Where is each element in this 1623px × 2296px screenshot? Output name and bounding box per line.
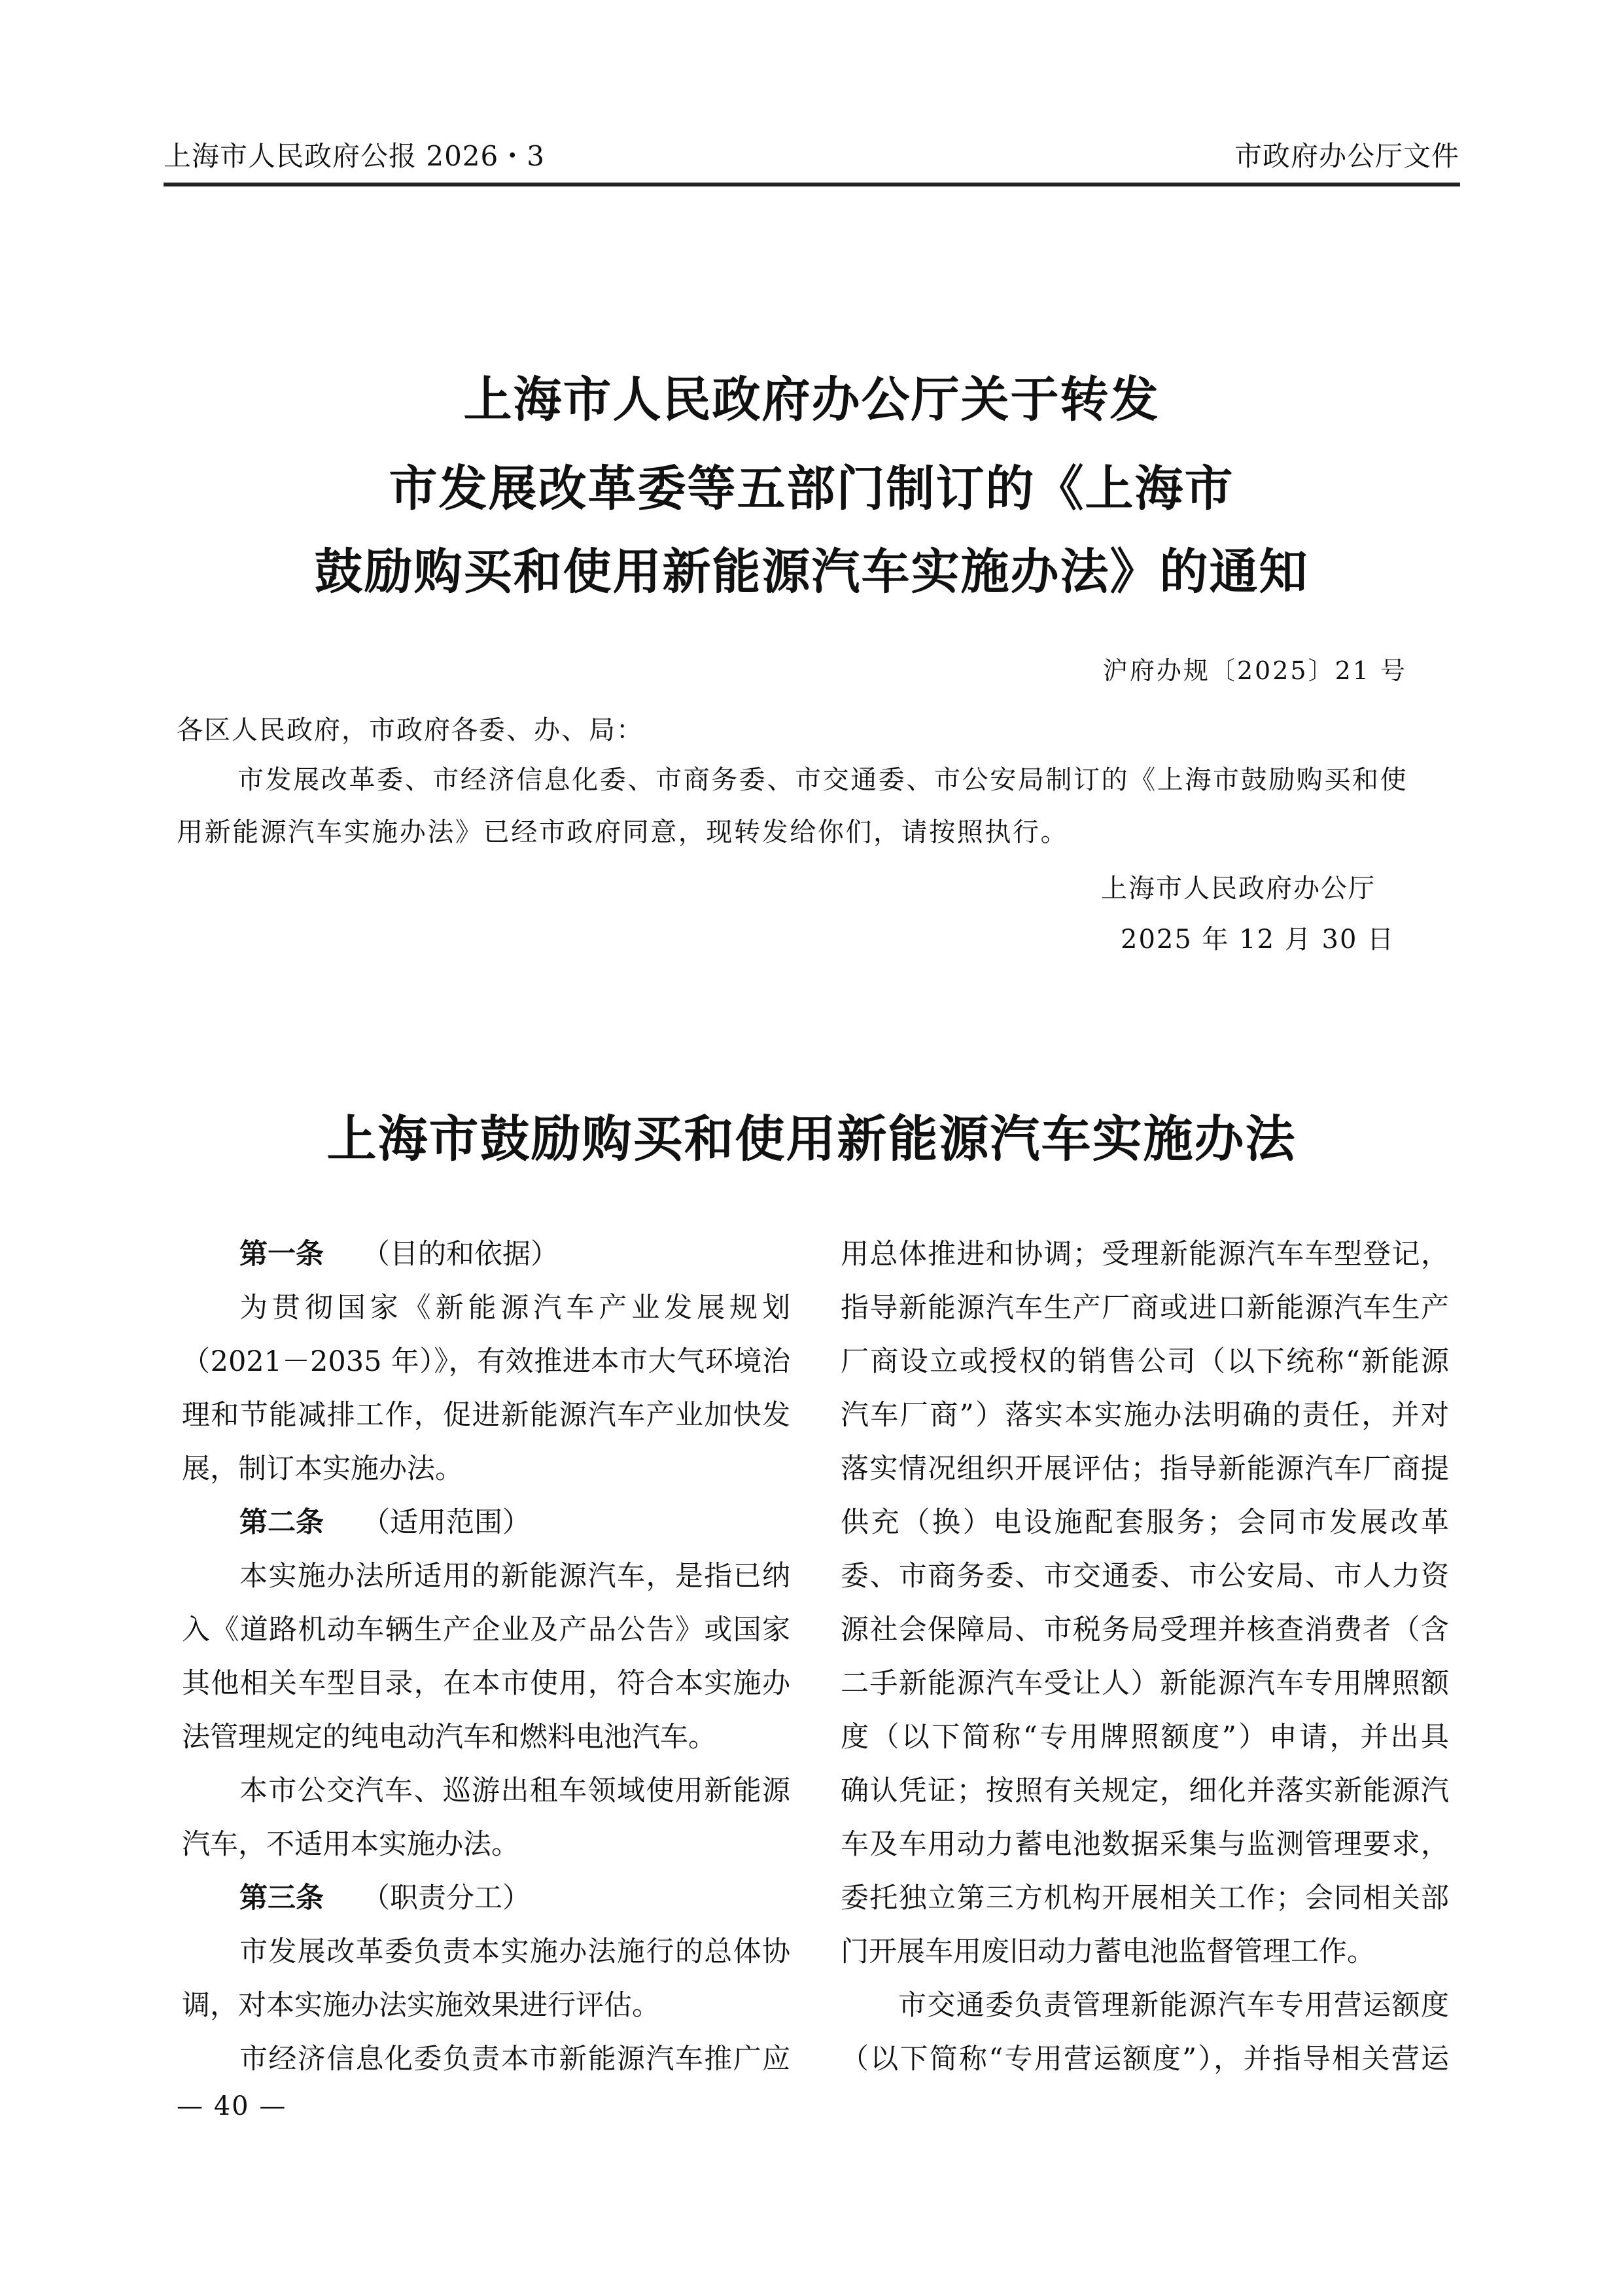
paragraph-line: 确认凭证；按照有关规定，细化并落实新能源汽 [841,1775,1449,1807]
article-caption: （目的和依据） [362,1238,559,1271]
signature-issuer: 上海市人民政府办公厅 [1101,874,1376,904]
paragraph-line: 为贯彻国家《新能源汽车产业发展规划 [239,1292,790,1324]
article-heading [182,1871,790,1925]
salutation: 各区人民政府，市政府各委、办、局： [177,715,644,745]
paragraph-line: 市经济信息化委负责本市新能源汽车推广应 [239,2043,790,2075]
paragraph-line: 本实施办法所适用的新能源汽车，是指已纳 [239,1560,790,1593]
paragraph-line: 调，对本实施办法实施效果进行评估。 [182,1989,660,2022]
notice-body-line: 用新能源汽车实施办法》已经市政府同意，现转发给你们，请按照执行。 [177,817,1069,847]
article-caption: （适用范围） [362,1506,531,1539]
paragraph-line: 入《道路机动车辆生产企业及产品公告》或国家 [182,1614,790,1646]
paragraph-line: 其他相关车型目录，在本市使用，符合本实施办 [182,1667,790,1700]
paragraph-line: 厂商设立或授权的销售公司（以下统称“新能源 [841,1345,1449,1378]
paragraph-line: 委、市商务委、市交通委、市公安局、市人力资 [841,1560,1449,1593]
paragraph-line: 理和节能减排工作，促进新能源汽车产业加快发 [182,1399,790,1432]
paragraph-line: 指导新能源汽车生产厂商或进口新能源汽车生产 [841,1292,1449,1324]
paragraph-line: 市发展改革委负责本实施办法施行的总体协 [239,1935,790,1968]
notice-title-line-3: 鼓励购买和使用新能源汽车实施办法》的通知 [314,544,1309,600]
measures-title: 上海市鼓励购买和使用新能源汽车实施办法 [326,1110,1297,1168]
paragraph-line: 本市公交汽车、巡游出租车领域使用新能源 [239,1775,790,1807]
paragraph-line: 汽车，不适用本实施办法。 [182,1828,519,1861]
article-heading [182,1496,790,1549]
notice-body-line: 市发展改革委、市经济信息化委、市商务委、市交通委、市公安局制订的《上海市鼓励购买和使 [237,765,1408,795]
document-number: 沪府办规〔2025〕21 号 [1102,656,1407,685]
paragraph-line: 二手新能源汽车受让人）新能源汽车专用牌照额 [841,1667,1449,1700]
running-header-publication: 上海市人民政府公报 2026・3 [164,140,545,172]
article-number: 第一条 [239,1238,324,1271]
paragraph-line: 用总体推进和协调；受理新能源汽车车型登记， [841,1238,1449,1271]
paragraph-line: 汽车厂商”）落实本实施办法明确的责任，并对 [841,1399,1449,1432]
header-rule [164,183,1460,186]
article-caption: （职责分工） [362,1882,531,1915]
paragraph-line: 供充（换）电设施配套服务；会同市发展改革 [841,1506,1449,1539]
article-number: 第三条 [239,1882,324,1915]
article-heading [182,1227,790,1281]
paragraph-line: 市交通委负责管理新能源汽车专用营运额度 [898,1989,1449,2022]
paragraph-line: 委托独立第三方机构开展相关工作；会同相关部 [841,1882,1449,1915]
paragraph-line: （2021－2035 年）》，有效推进本市大气环境治 [182,1345,790,1378]
paragraph-line: （以下简称“专用营运额度”），并指导相关营运 [841,2043,1449,2075]
paragraph-line: 车及车用动力蓄电池数据采集与监测管理要求， [841,1828,1449,1861]
paragraph-line: 展，制订本实施办法。 [182,1453,463,1485]
paragraph-line: 门开展车用废旧动力蓄电池监督管理工作。 [841,1935,1375,1968]
running-header-section: 市政府办公厅文件 [1234,140,1459,172]
right-column [841,1227,1449,2086]
paragraph-line: 源社会保障局、市税务局受理并核查消费者（含 [841,1614,1449,1646]
notice-title-line-1: 上海市人民政府办公厅关于转发 [463,372,1160,428]
paragraph-line: 落实情况组织开展评估；指导新能源汽车厂商提 [841,1453,1449,1485]
left-column [182,1227,790,2086]
paragraph-line: 度（以下简称“专用牌照额度”）申请，并出具 [841,1721,1449,1754]
signature-date: 2025 年 12 月 30 日 [1121,925,1395,955]
notice-title-line-2: 市发展改革委等五部门制订的《上海市 [389,461,1234,517]
page-number: — 40 — [177,2091,287,2121]
article-number: 第二条 [239,1506,324,1539]
paragraph-line: 法管理规定的纯电动汽车和燃料电池汽车。 [182,1721,716,1754]
